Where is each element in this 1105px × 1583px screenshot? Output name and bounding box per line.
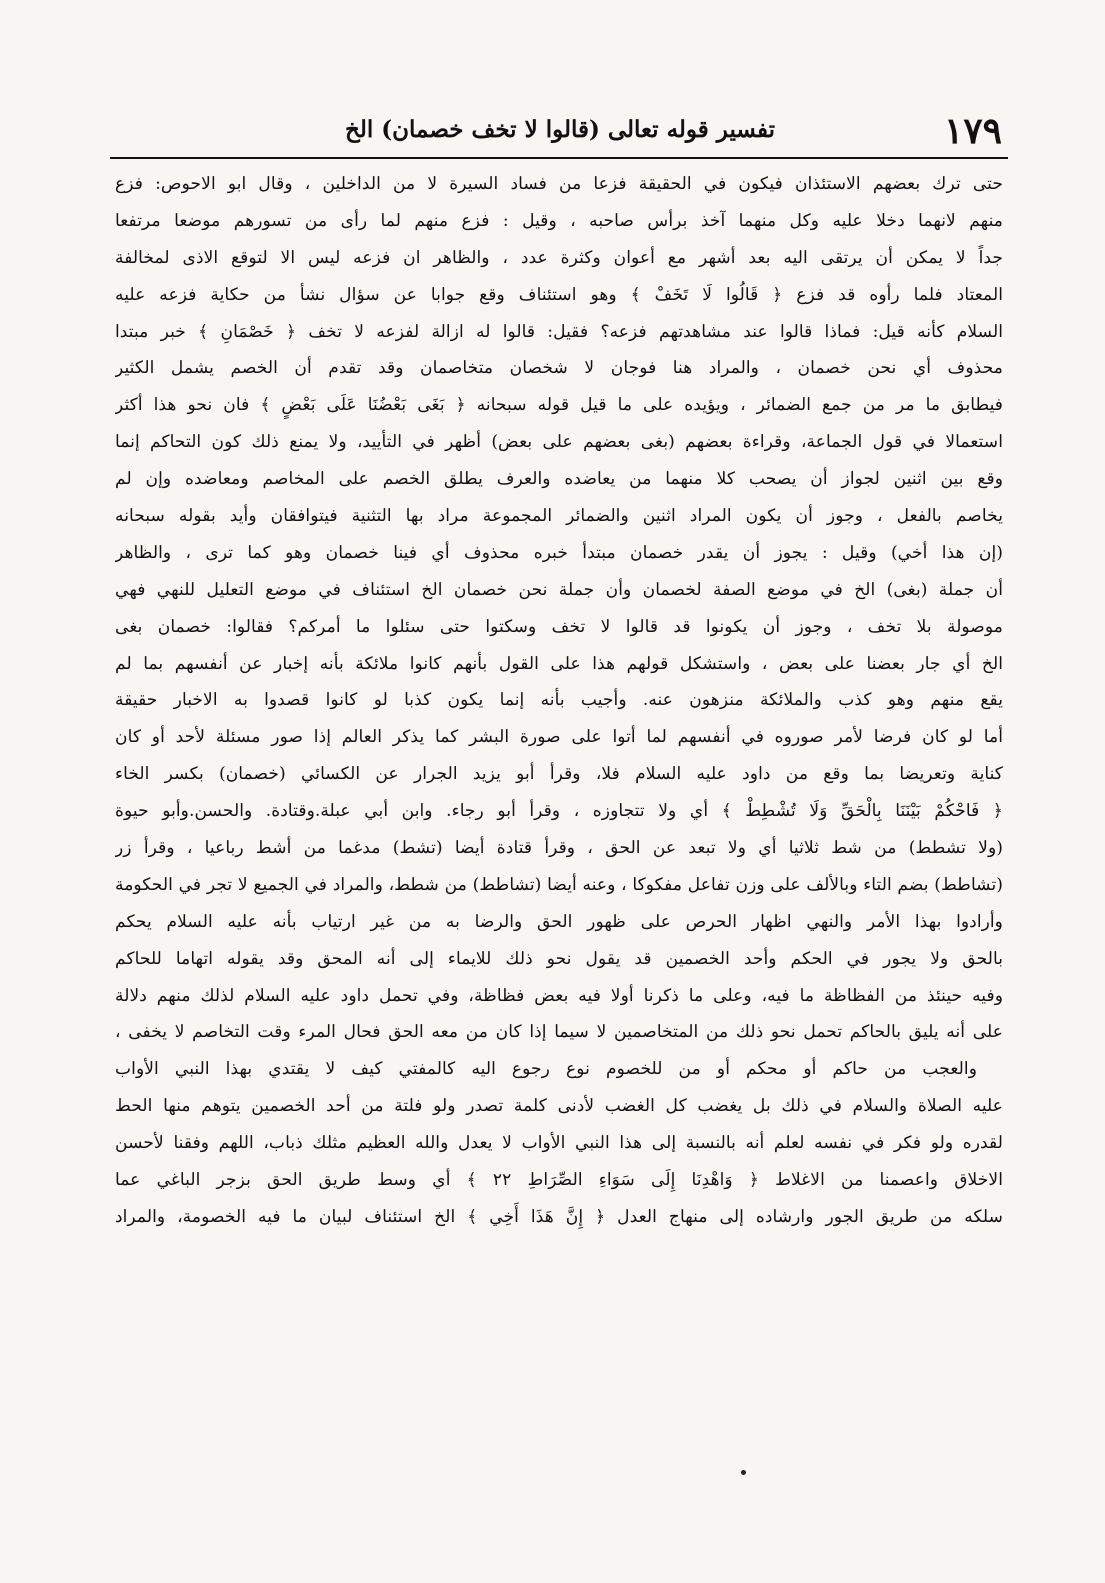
text-line: لقدره ولو فكر في نفسه لعلم أنه بالنسبة إلى هذا النبي الأواب لا يعدل والله العظيم مثلك ذباب، اللهم وفقنا لأحسن xyxy=(115,1133,1003,1154)
footer-dot xyxy=(741,1470,746,1475)
text-line: سلكه من طريق الجور وارشاده إلى منهاج العدل ﴿ إِنَّ هَذَا أَخِي ﴾ الخ استئناف لبيان ما فيه الخصومة، والمراد xyxy=(115,1206,1003,1227)
text-line: السلام كأنه قيل: فماذا قالوا عند مشاهدتهم فزعه؟ فقيل: قالوا له ازالة لفزعه لا تخف ﴿ خَصْمَانِ ﴾ خبر مبتدا xyxy=(115,321,1003,342)
header-rule xyxy=(110,157,1008,159)
text-line: المعتاد فلما رأوه قد فزع ﴿ قَالُوا لَا تَخَفْ ﴾ وهو استئناف وقع جوابا عن سؤال نشأ من حكاية فزعه عليه xyxy=(115,284,1003,305)
text-line: استعمالا في قول الجماعة، وقراءة بعضهم (بغى بعضهم على بعض) أظهر في التأييد، ولا يمنع ذلك كون التحاكم إنما xyxy=(115,432,1003,453)
text-line: والعجب من حاكم أو محكم أو من للخصوم نوع رجوع اليه كالمفتي كيف لا يقتدي بهذا النبي الأواب xyxy=(115,1059,977,1080)
text-line: يقع منهم وهو كذب والملائكة منزهون عنه. وأجيب بأنه إنما يكون كذبا لو كانوا قصدوا به الاخبار حقيقة xyxy=(115,690,1003,711)
text-line: الاخلاق واعصمنا من الاغلاط ﴿ وَاهْدِنَا إِلَى سَوَاءِ الصِّرَاطِ ٢٢ ﴾ أي وسط طريق الحق بزجر الباغي عما xyxy=(115,1170,1003,1191)
text-line: وأرادوا بهذا الأمر والنهي اظهار الحرص على ظهور الحق والرضا به من غير ارتياب بأنه عليه السلام يحكم xyxy=(115,911,1003,932)
text-line: يخاصم بالفعل ، وجوز أن يكون المراد اثنين والضمائر المجموعة مراد بها التثنية فيتوافقان وأيد بقوله سبحانه xyxy=(115,506,1003,527)
text-line: جداً لا يمكن أن يرتقى اليه بعد أشهر مع أعوان وكثرة عدد ، والظاهر ان فزعه ليس الا لتوقع الاذى لمخالفة xyxy=(115,247,1003,268)
text-line: (ولا تشطط) من شط ثلاثيا أي ولا تبعد عن الحق ، وقرأ قتادة أيضا (تشط) مدغما من أشط رباعيا ، وقرأ زر xyxy=(115,838,1003,859)
body-text xyxy=(115,166,1003,1236)
page-number: ١٧٩ xyxy=(943,110,1002,152)
text-line: (إن هذا أخي) وقيل : يجوز أن يقدر خصمان مبتدأ خبره محذوف أي فينا خصمان وهو كما ترى ، والظاهر xyxy=(115,542,1003,563)
text-line: حتى ترك بعضهم الاستئذان فيكون في الحقيقة فزعا من فساد السيرة لا من الداخلين ، وقال ابو الاحوص: فزع xyxy=(115,174,1003,194)
page-header xyxy=(118,108,1002,160)
text-line: أما لو كان فرضا لأمر صوروه في أنفسهم لما أتوا على صورة البشر كما يذكر العالم إذا صور مسئلة لأحد أو كان xyxy=(115,727,1003,748)
text-line: منهم لانهما دخلا عليه وكل منهما آخذ برأس صاحبه ، وقيل : فزع منهم لما رأى من تسورهم موضعا مرتفعا xyxy=(115,210,1003,231)
text-line: عليه الصلاة والسلام في ذلك بل يغضب كل الغضب لأدنى كلمة تصدر ولو فلتة من أحد الخصمين يتوهم منها الحط xyxy=(115,1096,1003,1117)
text-line: فيطابق ما مر من جمع الضمائر ، ويؤيده على ما قيل قوله سبحانه ﴿ بَغَى بَعْضُنَا عَلَى بَعْضٍ ﴾ فان نحو هذا أكثر xyxy=(115,395,1003,416)
text-line: وفيه حينئذ من الفظاظة ما فيه، وعلى ما ذكرنا أولا فيه بعض فظاظة، وفي تحمل داود عليه السلام لذلك منهم دلالة xyxy=(115,985,1003,1006)
running-title: تفسير قوله تعالى (قالوا لا تخف خصمان) الخ xyxy=(345,116,775,143)
text-line: (تشاطط) بضم التاء وبالألف على وزن تفاعل مفكوكا ، وعنه أيضا (تشاطط) من شطط، والمراد في الجميع لا تجر في الحكومة xyxy=(115,874,1003,895)
text-line: أن جملة (بغى) الخ في موضع الصفة لخصمان وأن جملة نحن خصمان الخ استئناف في موضع التعليل للنهي فهي xyxy=(115,579,1003,600)
text-line: موصولة بلا تخف ، وجوز أن يكونوا قد قالوا لا تخف وسكتوا حتى سئلوا ما أمركم؟ فقالوا: خصمان بغى xyxy=(115,616,1003,637)
text-line: محذوف أي نحن خصمان ، والمراد هنا فوجان لا شخصان متخاصمان وقد تقدم أن الخصم يشمل الكثير xyxy=(115,358,1003,379)
text-line: بالحق ولا يجور في الحكم وأحد الخصمين قد يقول نحو ذلك للايماء إلى أنه المحق وقد يقوله اتهاما للحاكم xyxy=(115,948,1003,969)
text-line: كناية وتعريضا بما وقع من داود عليه السلام فلا، وقرأ أبو يزيد الجرار عن الكسائي (خصمان) بكسر الخاء xyxy=(115,764,1003,785)
text-line: ﴿ فَاحْكُمْ بَيْنَنَا بِالْحَقِّ وَلَا تُشْطِطْ ﴾ أي ولا تتجاوزه ، وقرأ أبو رجاء. وابن أبي عبلة.وقتادة. والحسن.وأبو حيوة xyxy=(115,801,1003,822)
text-line: على أنه يليق بالحاكم تحمل نحو ذلك من المتخاصمين لا سيما إذا كان من معه الحق فحال المرء وقت التخاصم لا يخفى ، xyxy=(115,1022,1003,1043)
text-line: الخ أي جار بعضنا على بعض ، واستشكل قولهم هذا على القول بأنهم كانوا ملائكة بأنه إخبار عن أنفسهم بما لم xyxy=(115,653,1003,674)
text-line: وقع بين اثنين لجواز أن يصحب كلا منهما من يعاضده والعرف يطلق الخصم على المخاصم ومعاضده وإن لم xyxy=(115,469,1003,490)
